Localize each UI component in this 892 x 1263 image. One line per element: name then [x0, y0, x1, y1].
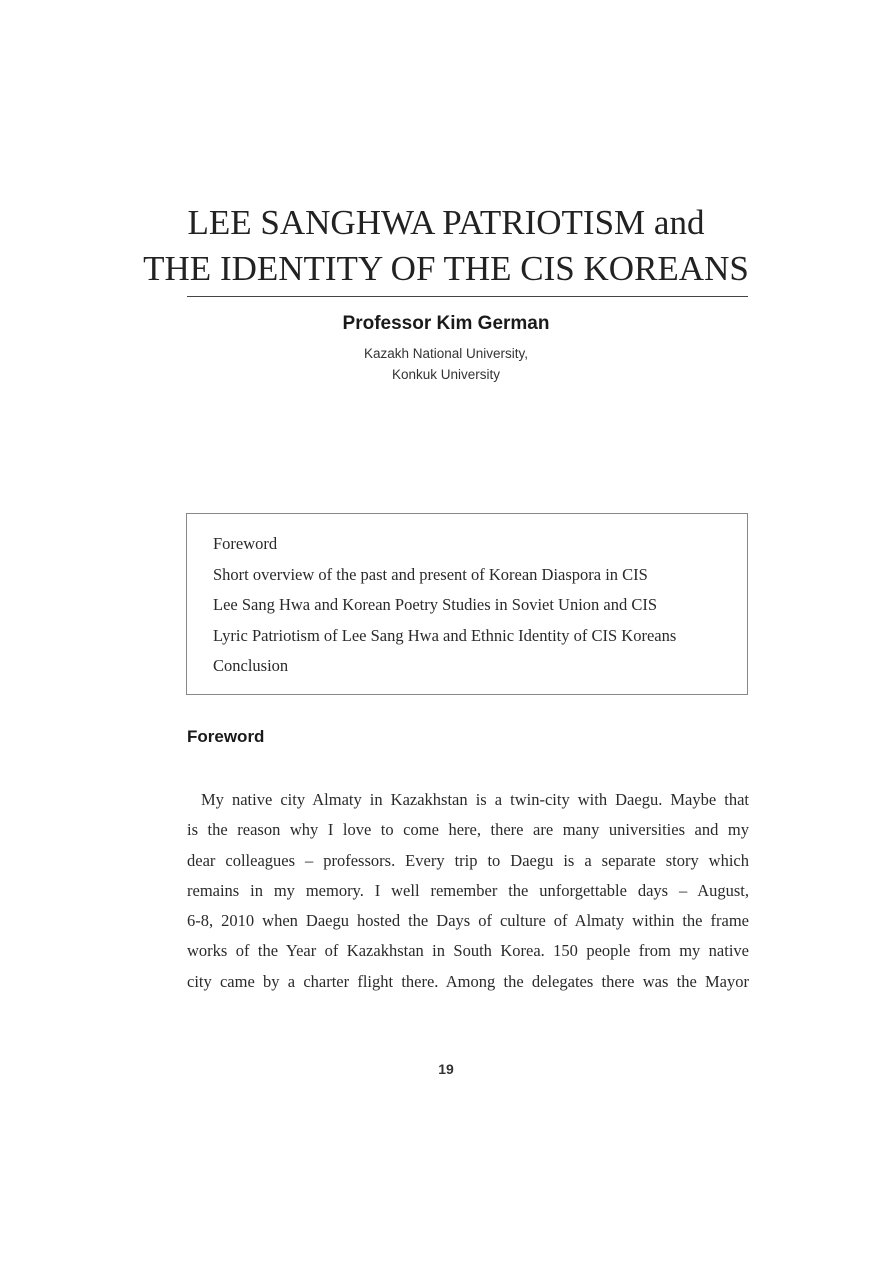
- table-of-contents: [186, 513, 748, 695]
- page-number: 19: [438, 1061, 454, 1077]
- body-line: works of the Year of Kazakhstan in South Korea. 150 people from my native: [187, 941, 749, 961]
- toc-item: Short overview of the past and present of Korean Diaspora in CIS: [213, 564, 648, 584]
- author-affiliation: [0, 343, 892, 385]
- body-line: 6-8, 2010 when Daegu hosted the Days of culture of Almaty within the frame: [187, 911, 749, 931]
- toc-item: Lee Sang Hwa and Korean Poetry Studies in Soviet Union and CIS: [213, 595, 658, 614]
- title-divider: [187, 296, 748, 297]
- foreword-body: [187, 785, 749, 997]
- body-line: city came by a charter flight there. Among the delegates there was the Mayor: [187, 971, 749, 991]
- paper-title-line-1: LEE SANGHWA PATRIOTISM and: [187, 203, 705, 242]
- body-line: is the reason why I love to come here, there are many universities and my: [187, 820, 749, 840]
- body-line: remains in my memory. I well remember the unforgettable days – August,: [187, 880, 749, 900]
- body-line: dear colleagues – professors. Every trip to Daegu is a separate story which: [187, 850, 750, 870]
- toc-item: Conclusion: [213, 656, 289, 675]
- body-line: My native city Almaty in Kazakhstan is a twin-city with Daegu. Maybe that: [201, 790, 750, 809]
- toc-item: Foreword: [213, 534, 278, 553]
- toc-item: Lyric Patriotism of Lee Sang Hwa and Ethnic Identity of CIS Koreans: [213, 625, 677, 645]
- affiliation-line-2: Konkuk University: [391, 367, 501, 382]
- affiliation-line-1: Kazakh National University,: [363, 346, 529, 361]
- author-name: Professor Kim German: [342, 313, 550, 334]
- paper-title-line-2: THE IDENTITY OF THE CIS KOREANS: [143, 249, 749, 288]
- paper-title: [0, 200, 892, 292]
- section-heading-foreword: Foreword: [187, 727, 265, 746]
